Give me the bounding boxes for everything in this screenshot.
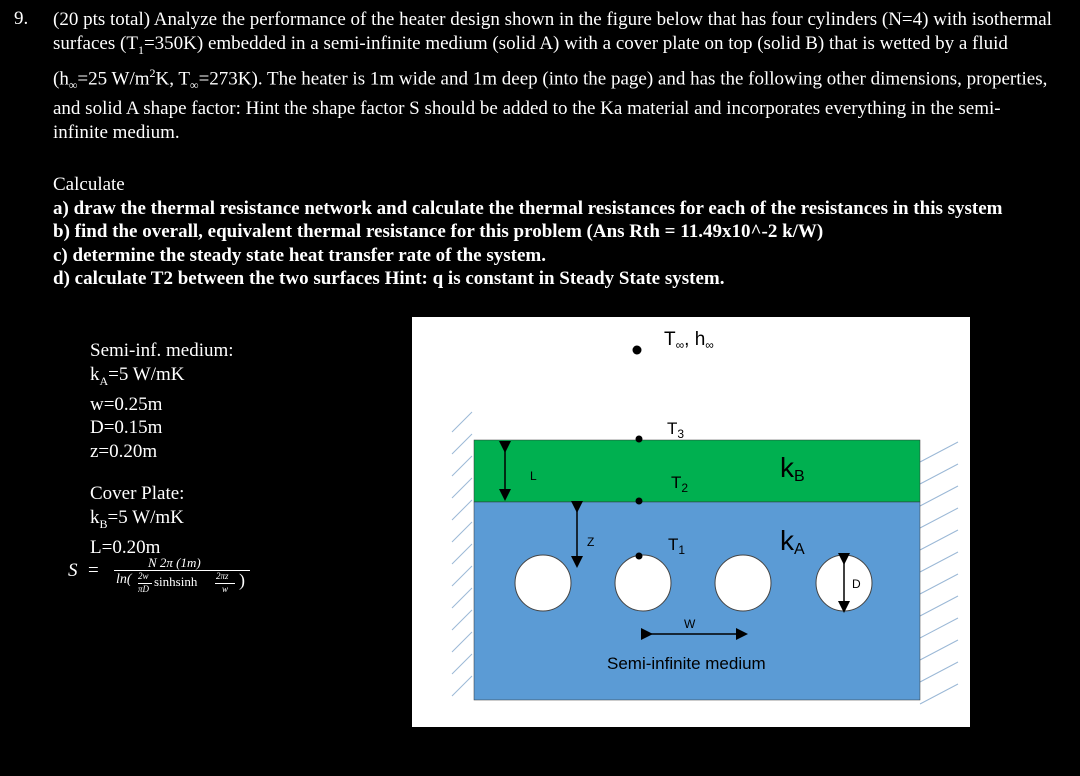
- t2-dot: [636, 498, 643, 505]
- D-label: D: [852, 577, 861, 591]
- t3-dot: [636, 436, 643, 443]
- left-wall-hatching: [452, 412, 472, 696]
- formula-lhs: S: [68, 560, 78, 581]
- t1-label: $T_1$: [668, 535, 686, 557]
- W-label: W: [684, 617, 696, 631]
- right-wall-hatching: [920, 442, 958, 704]
- question-c: c) determine the steady state heat transfer rate of the system.: [53, 244, 546, 266]
- formula-frac1-num: 2w: [138, 571, 149, 581]
- semi-inf-z: z=0.20m: [90, 440, 158, 462]
- problem-statement: (20 pts total) Analyze the performance of the heater design shown in the figure below that has four cylinders (N=4) with isothermal surfaces $(T_1=350K)$ embedded in a semi-infinite medium (solid A) with a cover plate on top (solid B) that is wetted by a fluid ($h_\infty=25$ $W/m^2K$, $T_\infty=273K$). The heater is 1m wide and 1m deep (into the page) and has the following other dimensions, properties, and solid A shape factor: Hint the shape factor S should be added to the Ka material and incorporates everything in the semi-infinite medium.: [53, 9, 1052, 143]
- Z-label: Z: [587, 535, 595, 549]
- cover-L: L=0.20m: [90, 536, 161, 558]
- problem-number: 9.: [14, 8, 29, 29]
- question-d: d) calculate T2 between the two surfaces Hint: q is constant in Steady State system.: [53, 268, 725, 289]
- formula-frac1-bar: [138, 583, 152, 584]
- formula-frac2-num: 2πz: [216, 571, 229, 581]
- t2-label: $T_2$: [671, 473, 689, 495]
- calculate-section: [53, 173, 1053, 291]
- cover-plate: [474, 440, 920, 502]
- L-label: L: [530, 469, 537, 483]
- figure-caption: Semi-infinite medium: [607, 654, 766, 673]
- formula-sinh: sinhsinh: [154, 574, 198, 589]
- cylinder-3: [715, 555, 771, 611]
- cover-title: Cover Plate:: [90, 483, 185, 504]
- t1-dot: [636, 553, 643, 560]
- semi-inf-D: D=0.15m: [90, 417, 163, 439]
- cover-plate-properties: [90, 482, 184, 559]
- formula-frac1-den: πD: [138, 584, 150, 594]
- t-inf-dot: [633, 346, 642, 355]
- formula-frac2-den: w: [222, 584, 229, 594]
- cylinder-2: [615, 555, 671, 611]
- semi-inf-properties: [90, 339, 234, 463]
- t-inf-label: $T_\infty$, $h_\infty$: [664, 329, 714, 352]
- formula-close: ): [239, 570, 245, 590]
- ka-label: kA: [780, 525, 805, 558]
- semi-inf-w: w=0.25m: [90, 393, 163, 415]
- heater-diagram: [412, 317, 970, 727]
- kb-label: kB: [780, 452, 805, 485]
- heater-figure: [412, 317, 970, 727]
- formula-numerator: N 2π (1m): [148, 555, 201, 570]
- question-a: a) draw the thermal resistance network and calculate the thermal resistances for each of the resistances in this system: [53, 197, 1003, 219]
- question-b: b) find the overall, equivalent thermal resistance for this problem (Ans Rth = 11.49x10^-2 k/W): [53, 221, 824, 242]
- formula-eq: =: [88, 560, 99, 581]
- calculate-heading: Calculate: [53, 174, 125, 195]
- t3-label: $T_3$: [667, 419, 685, 441]
- semi-inf-k: $k_A=5$ W/mK: [90, 363, 185, 388]
- semi-inf-title: Semi-inf. medium:: [90, 340, 234, 361]
- formula-frac2-bar: [215, 583, 235, 584]
- formula-ln: ln(: [116, 572, 132, 587]
- formula-fraction-bar: [114, 570, 250, 571]
- cover-k: $k_B=5$ W/mK: [90, 506, 184, 531]
- cylinder-1: [515, 555, 571, 611]
